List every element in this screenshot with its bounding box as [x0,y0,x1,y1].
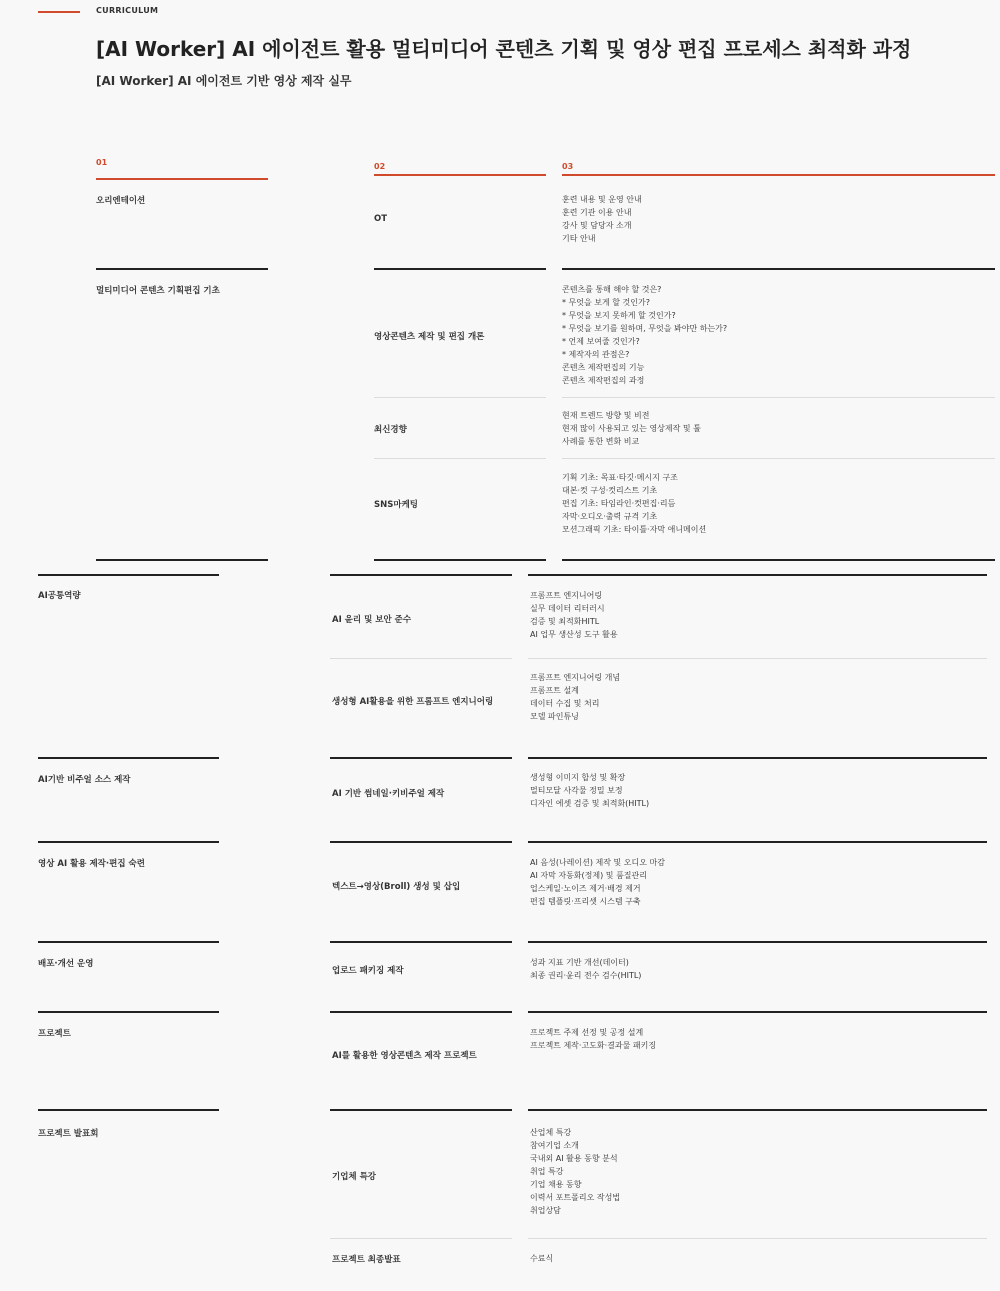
module-details: 생성형 이미지 합성 및 확장 멀티모달 사각물 정밀 보정 디자인 에셋 검증 및 최적화(HITL) [530,773,650,808]
section-divider [330,757,512,759]
section-divider [528,941,987,943]
module-details: 현재 트렌드 방향 및 비전 현재 많이 사용되고 있는 영상제작 및 툴 사례를 통한 변화 비교 [562,411,701,446]
section-divider [330,1109,512,1111]
category-ai-common: AI공통역량 [38,591,81,601]
category-project-presentation: 프로젝트 발표회 [38,1129,99,1139]
section-label: CURRICULUM [96,6,159,15]
module-details: 산업체 특강 참여기업 소개 국내외 AI 활용 동향 분석 취업 특강 기업 채용 동향 이력서 포트폴리오 작성법 취업상담 [530,1128,621,1215]
section-divider [38,1109,219,1111]
row-divider [374,458,546,459]
module-details: 프로젝트 주제 선정 및 공정 설계 프로젝트 제작·고도화·결과물 패키징 [530,1028,657,1050]
column-3-rule [562,174,995,176]
section-divider [330,574,512,576]
module-details: 훈련 내용 및 운영 안내 훈련 기관 이용 안내 강사 및 담당자 소개 기타 안내 [562,195,642,243]
row-divider [330,658,512,659]
module-details: 수료식 [530,1254,554,1263]
section-divider [96,268,268,270]
section-divider [528,841,987,843]
category-video-ai: 영상 AI 활용 제작·편집 숙련 [38,859,145,869]
section-divider [562,559,995,561]
section-divider [528,1011,987,1013]
column-1-rule [96,178,268,180]
section-divider [330,941,512,943]
header-accent-line [38,11,80,13]
section-divider [96,559,268,561]
column-number-3: 03 [562,162,574,171]
module-title: SNS마케팅 [374,500,418,510]
module-title: OT [374,214,388,224]
module-details: 프롬프트 엔지니어링 실무 데이터 리터러시 검증 및 최적화HITL AI 업무 생산성 도구 활용 [530,591,618,639]
section-divider [528,1109,987,1111]
row-divider [374,397,546,398]
row-divider [330,1238,512,1239]
module-title: 프로젝트 최종발표 [332,1255,401,1265]
module-details: 콘텐츠를 통해 해야 할 것은? * 무엇을 보게 할 것인가? * 무엇을 보지 못하게 할 것인가? * 무엇을 보기를 원하며, 무엇을 봐야만 하는가? * 언제 보여줄 것인가? * 제작자의 관점은? 콘텐츠 제작편집의 기능 콘텐츠 제작편집의 과정 [562,285,728,385]
row-divider [528,658,987,659]
row-divider [562,397,995,398]
category-distribution: 배포·개선 운영 [38,959,94,969]
section-divider [38,841,219,843]
section-divider [330,841,512,843]
module-title: 최신경향 [374,425,407,435]
module-title: AI를 활용한 영상콘텐츠 제작 프로젝트 [332,1051,477,1061]
column-number-2: 02 [374,162,386,171]
section-divider [38,941,219,943]
category-orientation: 오리엔테이션 [96,196,146,206]
column-number-1: 01 [96,158,108,167]
module-title: AI 기반 썸네일·키비주얼 제작 [332,789,445,799]
column-2-rule [374,174,546,176]
category-project: 프로젝트 [38,1029,71,1039]
row-divider [528,1238,987,1239]
module-title: 업로드 패키징 제작 [332,966,404,976]
module-title: 텍스트→영상(Broll) 생성 및 삽입 [332,882,461,892]
section-divider [528,574,987,576]
section-divider [38,757,219,759]
category-multimedia-basics: 멀티미디어 콘텐츠 기획편집 기초 [96,286,220,296]
section-divider [38,1011,219,1013]
section-divider [374,559,546,561]
module-title: 기업체 특강 [332,1172,377,1182]
section-divider [374,268,546,270]
module-title: 생성형 AI활용을 위한 프롬프트 엔지니어링 [332,697,494,707]
page-title: [AI Worker] AI 에이전트 활용 멀티미디어 콘텐츠 기획 및 영상 편집 프로세스 최적화 과정 [96,37,912,61]
module-title: AI 윤리 및 보안 준수 [332,615,412,625]
section-divider [528,757,987,759]
module-details: 프롬프트 엔지니어링 개념 프롬프트 설계 데이터 수집 및 처리 모델 파인튜닝 [530,673,621,721]
section-divider [562,268,995,270]
module-details: AI 음성(나레이션) 제작 및 오디오 마감 AI 자막 자동화(정제) 및 품질관리 업스케일·노이즈 제거·배경 제거 편집 템플릿·프리셋 시스템 구축 [530,858,665,906]
section-divider [38,574,219,576]
page-subtitle: [AI Worker] AI 에이전트 기반 영상 제작 실무 [96,74,352,88]
module-details: 성과 지표 기반 개선(데이터) 최종 권리·윤리 전수 검수(HITL) [530,958,642,980]
row-divider [562,458,995,459]
module-details: 기획 기초: 목표·타깃·메시지 구조 대본·컷 구성·컷리스트 기초 편집 기초: 타임라인·컷편집·리듬 자막·오디오·출력 규격 기초 모션그래픽 기초: 타이틀·자막 애니메이션 [562,473,707,534]
category-ai-visual: AI기반 비주얼 소스 제작 [38,775,131,785]
section-divider [330,1011,512,1013]
module-title: 영상콘텐츠 제작 및 편집 개론 [374,332,485,342]
